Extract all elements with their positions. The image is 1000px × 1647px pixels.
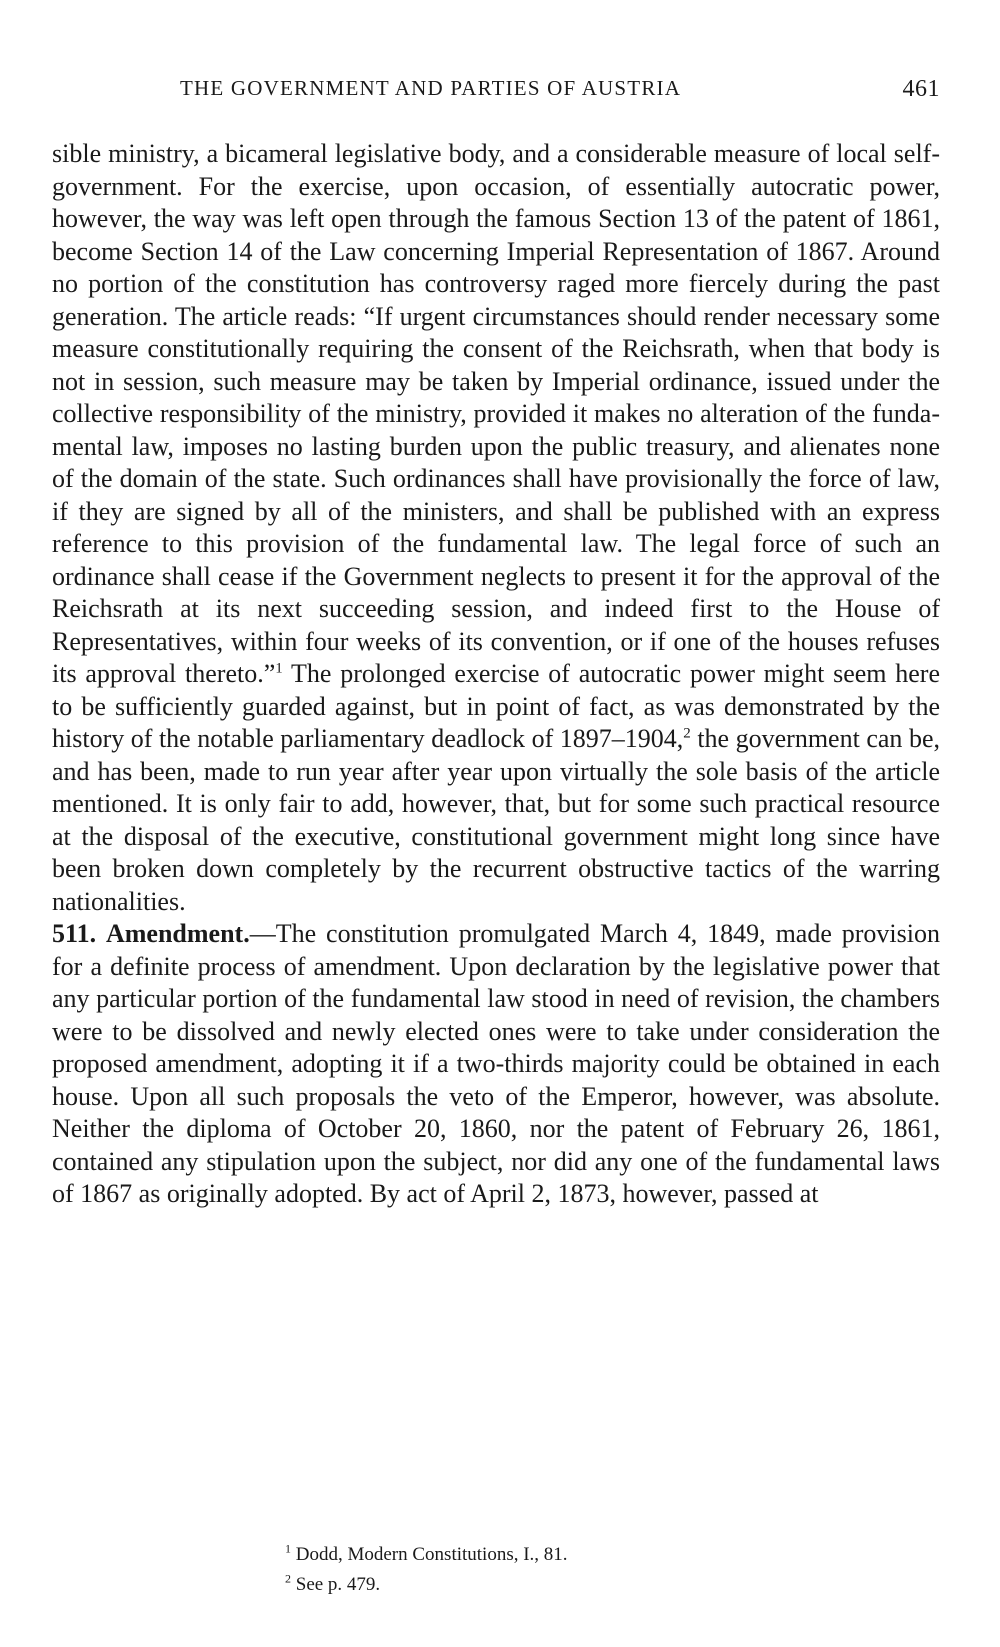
paragraph-text: —The constitution promulgated March 4, 1849, made provision for a definite process of amendment. Upon declaration by the legislative power that any particular portion of the fundamental law stood in need of revision, the chambers were to be dissolved and newly elected ones were to take under consideration the proposed amendment, adopting it if a two-thirds majority could be obtained in each house. Upon all such proposals the veto of the Emperor, however, was absolute. Neither the diploma of October 20, 1860, nor the patent of February 26, 1861, contained any stipulation upon the subject, nor did any one of the fundamental laws of 1867 as originally adopted. By act of April 2, 1873, however, passed at: [52, 919, 940, 1208]
paragraph-text: sible ministry, a bicameral legislative body, and a considerable measure of local self-government. For the exercise, upon occasion, of essentially autocratic power, however, the way was left open through the famous Section 13 of the patent of 1861, become Section 14 of the Law concerning Imperial Representation of 1867. Around no portion of the constitution has controversy raged more fiercely during the past generation. The article reads: “If urgent circumstances should render necessary some measure constitutionally requiring the consent of the Reichsrath, when that body is not in session, such measure may be taken by Imperial ordinance, issued under the collective responsibility of the ministry, provided it makes no alteration of the fundamental law, imposes no lasting burden upon the public treasury, and alienates none of the domain of the state. Such ordinances shall have provisionally the force of law, if they are signed by all of the ministers, and shall be published with an express reference to this provision of the fundamental law. The legal force of such an ordinance shall cease if the Government neglects to present it for the approval of the Reichsrath at its next succeeding session, and indeed first to the House of Representatives, within four weeks of its convention, or if one of the houses refuses its approval thereto.”: [52, 139, 940, 688]
paragraph: [52, 918, 940, 1211]
paragraph-text: the government can be, and has been, made to run year after year upon virtually the sole basis of the article mentioned. It is only fair to add, however, that, but for some such practical resource at the disposal of the executive, constitutional government might long since have been broken down completely by the recurrent obstructive tactics of the warring nationalities.: [52, 724, 941, 916]
paragraph: [52, 138, 940, 918]
main-text: [52, 138, 940, 1211]
footnotes: [285, 1540, 925, 1600]
footnote-text: Dodd, Modern Constitutions, I., 81.: [291, 1544, 568, 1565]
footnote-reference: 2: [683, 725, 691, 742]
footnote: [285, 1570, 925, 1600]
footnote-mark: 1: [285, 1541, 291, 1556]
running-head: [52, 76, 940, 106]
section-number: 511.: [52, 919, 97, 948]
section-title: Amendment.: [105, 919, 250, 948]
footnote: [285, 1540, 925, 1570]
page-number: 461: [902, 76, 940, 102]
paragraph-text: The prolonged exercise of autocratic power might seem here to be sufficiently guarded against, but in point of fact, as was demonstrated by the history of the notable parliamentary deadlock of 1897–1904,: [52, 659, 940, 753]
running-title: THE GOVERNMENT AND PARTIES OF AUSTRIA: [180, 76, 682, 100]
footnote-mark: 2: [285, 1571, 291, 1586]
footnote-text: See p. 479.: [291, 1574, 381, 1595]
footnote-reference: 1: [275, 660, 283, 677]
